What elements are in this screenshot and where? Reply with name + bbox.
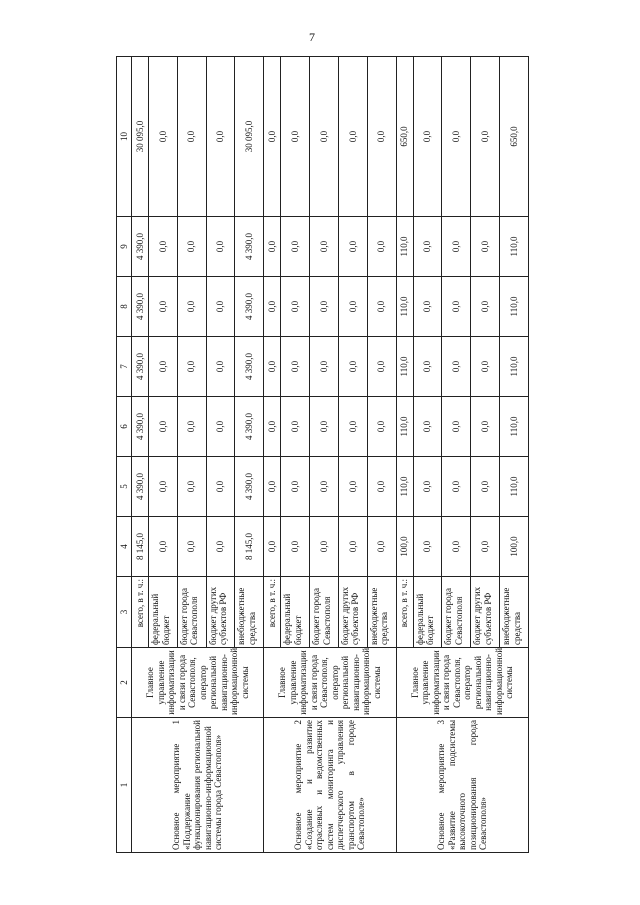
value-cell: 0,0: [149, 517, 178, 577]
value-cell: 0,0: [310, 397, 339, 457]
value-cell: 110,0: [396, 397, 413, 457]
funding-source: бюджет других субъектов РФ: [338, 577, 367, 648]
value-cell: 0,0: [310, 517, 339, 577]
value-cell: 4 390,0: [132, 217, 149, 277]
value-cell: 0,0: [264, 277, 281, 337]
value-cell: 0,0: [367, 57, 396, 217]
value-cell: 0,0: [471, 277, 500, 337]
value-cell: 0,0: [281, 57, 310, 217]
funding-source: внебюджетные средства: [367, 577, 396, 648]
value-cell: 4 390,0: [235, 217, 264, 277]
funding-source: бюджет города Севастополя: [177, 577, 206, 648]
funding-source: бюджет города Севастополя: [310, 577, 339, 648]
value-cell: 0,0: [442, 217, 471, 277]
header-cell: 8: [117, 277, 132, 337]
value-cell: 0,0: [338, 277, 367, 337]
value-cell: 0,0: [264, 57, 281, 217]
measure-title: Основное мероприятие 1 «Поддержание функционирования региональной навигационно-информационной системы города Севастополя»: [132, 718, 264, 853]
value-cell: 110,0: [500, 337, 529, 397]
value-cell: 0,0: [413, 457, 442, 517]
value-cell: 0,0: [177, 337, 206, 397]
value-cell: 0,0: [149, 337, 178, 397]
value-cell: 0,0: [206, 517, 235, 577]
header-cell: 9: [117, 217, 132, 277]
value-cell: 0,0: [281, 217, 310, 277]
funding-source: бюджет других субъектов РФ: [206, 577, 235, 648]
value-cell: 110,0: [500, 277, 529, 337]
value-cell: 0,0: [177, 57, 206, 217]
value-cell: 0,0: [367, 457, 396, 517]
value-cell: 0,0: [338, 457, 367, 517]
value-cell: 0,0: [206, 337, 235, 397]
value-cell: 0,0: [413, 57, 442, 217]
value-cell: 0,0: [471, 337, 500, 397]
value-cell: 0,0: [149, 397, 178, 457]
measure-title: Основное мероприятие 3 «Развитие подсистемы высокоточного позиционирования города Севастополя»: [396, 718, 528, 853]
value-cell: 0,0: [471, 217, 500, 277]
funding-source: всего, в т. ч.:: [132, 577, 149, 648]
value-cell: 0,0: [264, 457, 281, 517]
value-cell: 0,0: [442, 337, 471, 397]
value-cell: 0,0: [310, 217, 339, 277]
header-cell: 5: [117, 457, 132, 517]
funding-table: [116, 56, 529, 853]
funding-source: всего, в т. ч.:: [264, 577, 281, 648]
value-cell: 0,0: [367, 397, 396, 457]
value-cell: 0,0: [413, 397, 442, 457]
value-cell: 0,0: [281, 397, 310, 457]
table-row: [264, 57, 281, 853]
funding-source: внебюджетные средства: [500, 577, 529, 648]
header-cell: 4: [117, 517, 132, 577]
funding-source: внебюджетные средства: [235, 577, 264, 648]
value-cell: 0,0: [310, 277, 339, 337]
value-cell: 0,0: [177, 277, 206, 337]
value-cell: 4 390,0: [235, 337, 264, 397]
value-cell: 650,0: [500, 57, 529, 217]
value-cell: 4 390,0: [132, 457, 149, 517]
funding-source: федеральный бюджет: [149, 577, 178, 648]
measure-executor: Главное управление информатизации и связи города Севастополя, оператор региональной навигационно-информационной системы: [132, 648, 264, 718]
header-cell: 2: [117, 648, 132, 718]
value-cell: 0,0: [367, 217, 396, 277]
funding-source: бюджет других субъектов РФ: [471, 577, 500, 648]
value-cell: 0,0: [413, 517, 442, 577]
funding-source: федеральный бюджет: [281, 577, 310, 648]
value-cell: 0,0: [413, 337, 442, 397]
value-cell: 0,0: [367, 337, 396, 397]
measure-executor: Главное управление информатизации и связи города Севастополя, оператор региональной навигационно-информационной системы: [264, 648, 396, 718]
value-cell: 0,0: [310, 337, 339, 397]
value-cell: 4 390,0: [235, 397, 264, 457]
measure-title: Основное мероприятие 2 «Создание и развитие отраслевых и ведомственных систем мониторинга и диспетчерского управления транспортом в городе Севастополе»: [264, 718, 396, 853]
measure-executor: Главное управление информатизации и связи города Севастополя, оператор региональной навигационно-информационной системы: [396, 648, 528, 718]
value-cell: 30 095,0: [235, 57, 264, 217]
funding-source: федеральный бюджет: [413, 577, 442, 648]
value-cell: 8 145,0: [132, 517, 149, 577]
value-cell: 0,0: [206, 277, 235, 337]
value-cell: 0,0: [149, 457, 178, 517]
value-cell: 0,0: [149, 217, 178, 277]
header-cell: 1: [117, 718, 132, 853]
value-cell: 110,0: [500, 397, 529, 457]
value-cell: 0,0: [177, 517, 206, 577]
value-cell: 110,0: [396, 457, 413, 517]
value-cell: 0,0: [149, 277, 178, 337]
value-cell: 0,0: [281, 337, 310, 397]
value-cell: 4 390,0: [132, 397, 149, 457]
value-cell: 100,0: [500, 517, 529, 577]
value-cell: 0,0: [338, 217, 367, 277]
value-cell: 0,0: [177, 217, 206, 277]
value-cell: 0,0: [281, 517, 310, 577]
value-cell: 0,0: [264, 337, 281, 397]
value-cell: 30 095,0: [132, 57, 149, 217]
value-cell: 110,0: [396, 217, 413, 277]
value-cell: 0,0: [149, 57, 178, 217]
value-cell: 0,0: [442, 57, 471, 217]
value-cell: 0,0: [338, 517, 367, 577]
value-cell: 0,0: [471, 57, 500, 217]
table-row: [132, 57, 149, 853]
value-cell: 0,0: [471, 397, 500, 457]
value-cell: 4 390,0: [132, 277, 149, 337]
value-cell: 0,0: [442, 277, 471, 337]
value-cell: 4 390,0: [132, 337, 149, 397]
value-cell: 0,0: [206, 457, 235, 517]
value-cell: 0,0: [177, 397, 206, 457]
rotated-table-container: [116, 57, 529, 853]
header-cell: 6: [117, 397, 132, 457]
value-cell: 0,0: [338, 57, 367, 217]
header-row: [117, 57, 132, 853]
value-cell: 110,0: [396, 337, 413, 397]
value-cell: 0,0: [206, 217, 235, 277]
table-row: [396, 57, 413, 853]
value-cell: 0,0: [264, 397, 281, 457]
value-cell: 0,0: [264, 217, 281, 277]
value-cell: 4 390,0: [235, 457, 264, 517]
value-cell: 110,0: [396, 277, 413, 337]
value-cell: 0,0: [442, 457, 471, 517]
value-cell: 0,0: [471, 457, 500, 517]
value-cell: 0,0: [177, 457, 206, 517]
value-cell: 0,0: [442, 397, 471, 457]
page-number: 7: [309, 30, 315, 44]
header-cell: 10: [117, 57, 132, 217]
value-cell: 0,0: [367, 277, 396, 337]
value-cell: 0,0: [281, 457, 310, 517]
value-cell: 650,0: [396, 57, 413, 217]
value-cell: 0,0: [442, 517, 471, 577]
value-cell: 0,0: [281, 277, 310, 337]
value-cell: 0,0: [206, 397, 235, 457]
header-cell: 7: [117, 337, 132, 397]
value-cell: 0,0: [338, 337, 367, 397]
funding-source: всего, в т. ч.:: [396, 577, 413, 648]
value-cell: 0,0: [310, 57, 339, 217]
value-cell: 0,0: [413, 217, 442, 277]
value-cell: 0,0: [413, 277, 442, 337]
value-cell: 0,0: [338, 397, 367, 457]
value-cell: 8 145,0: [235, 517, 264, 577]
value-cell: 100,0: [396, 517, 413, 577]
value-cell: 0,0: [264, 517, 281, 577]
value-cell: 0,0: [206, 57, 235, 217]
value-cell: 4 390,0: [235, 277, 264, 337]
value-cell: 0,0: [367, 517, 396, 577]
value-cell: 110,0: [500, 457, 529, 517]
header-cell: 3: [117, 577, 132, 648]
funding-source: бюджет города Севастополя: [442, 577, 471, 648]
value-cell: 0,0: [310, 457, 339, 517]
value-cell: 110,0: [500, 217, 529, 277]
value-cell: 0,0: [471, 517, 500, 577]
